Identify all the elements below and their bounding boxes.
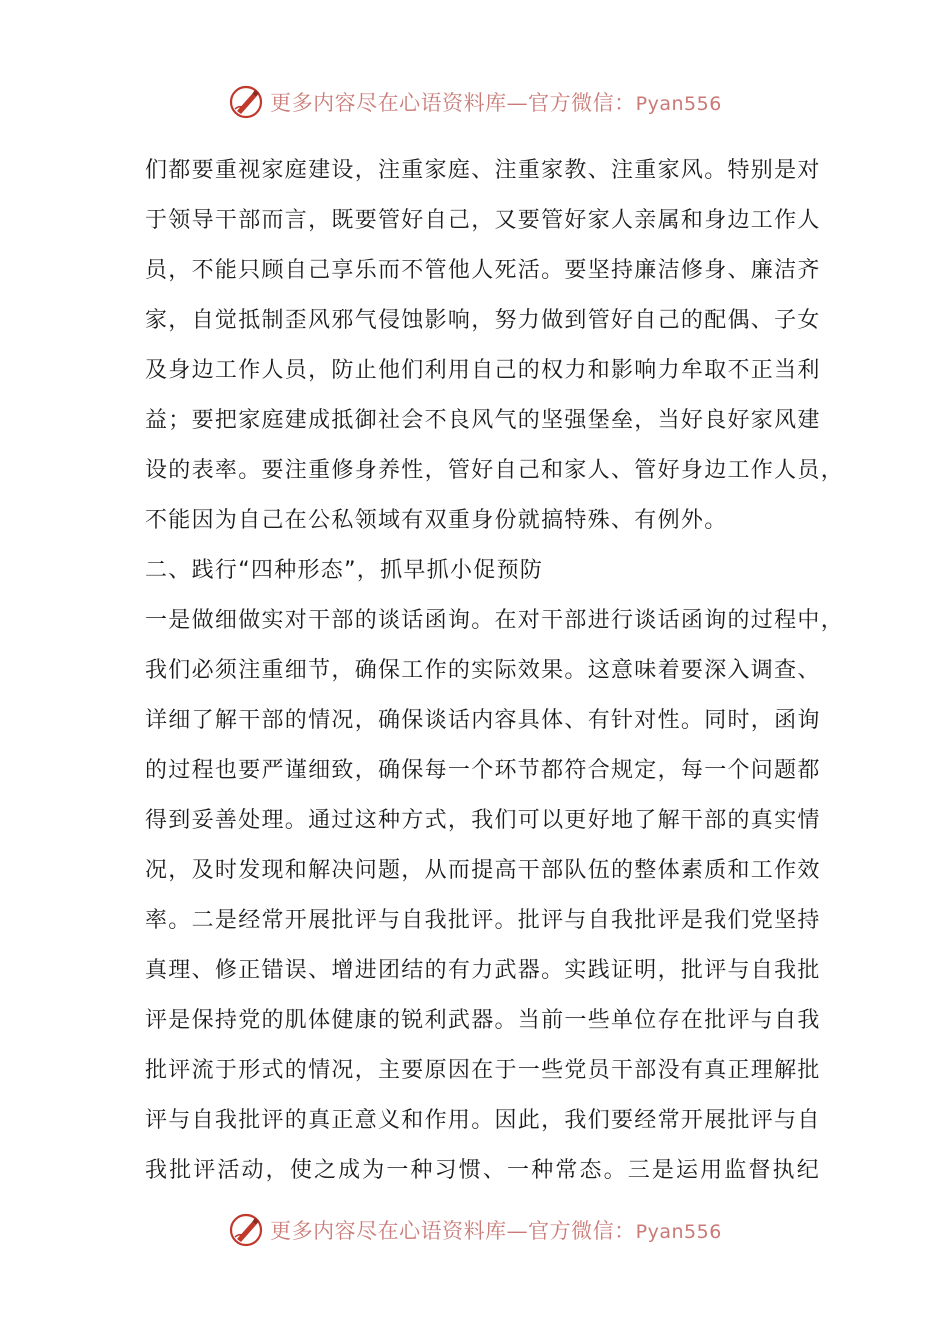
body-line: 批评流于形式的情况，主要原因在于一些党员干部没有真正理解批: [145, 1058, 821, 1083]
body-line: 得到妥善处理。通过这种方式，我们可以更好地了解干部的真实情: [145, 808, 821, 833]
pen-logo-icon: [228, 84, 264, 120]
header-watermark-text: 更多内容尽在心语资料库—官方微信：Pyan556: [270, 91, 722, 115]
body-line: 于领导干部而言，既要管好自己，又要管好家人亲属和身边工作人: [145, 208, 821, 233]
body-line: 及身边工作人员，防止他们利用自己的权力和影响力牟取不正当利: [145, 358, 821, 383]
body-line: 的过程也要严谨细致，确保每一个环节都符合规定，每一个问题都: [145, 758, 821, 783]
body-line: 们都要重视家庭建设，注重家庭、注重家教、注重家风。特别是对: [145, 158, 821, 183]
body-line: 详细了解干部的情况，确保谈话内容具体、有针对性。同时，函询: [145, 708, 821, 733]
body-line: 况，及时发现和解决问题，从而提高干部队伍的整体素质和工作效: [145, 858, 821, 883]
document-body: [145, 146, 845, 1196]
body-line: 我们必须注重细节，确保工作的实际效果。这意味着要深入调查、: [145, 658, 821, 683]
body-line: 员，不能只顾自己享乐而不管他人死活。要坚持廉洁修身、廉洁齐: [145, 258, 821, 283]
pen-logo-icon: [228, 1212, 264, 1248]
body-line: 不能因为自己在公私领域有双重身份就搞特殊、有例外。: [145, 508, 728, 533]
body-line: 我批评活动，使之成为一种习惯、一种常态。三是运用监督执纪: [145, 1158, 820, 1183]
body-line: 评与自我批评的真正意义和作用。因此，我们要经常开展批评与自: [145, 1108, 821, 1133]
body-line: 评是保持党的肌体健康的锐利武器。当前一些单位存在批评与自我: [145, 1008, 821, 1033]
body-line: 真理、修正错误、增进团结的有力武器。实践证明，批评与自我批: [145, 958, 821, 983]
body-line: 率。二是经常开展批评与自我批评。批评与自我批评是我们党坚持: [145, 908, 821, 933]
body-line: 设的表率。要注重修身养性，管好自己和家人、管好身边工作人员，: [145, 458, 845, 483]
body-line: 家，自觉抵制歪风邪气侵蚀影响，努力做到管好自己的配偶、子女: [145, 308, 821, 333]
body-line: 一是做细做实对干部的谈话函询。在对干部进行谈话函询的过程中，: [145, 608, 845, 633]
header-watermark-banner: [0, 82, 950, 122]
footer-watermark-text: 更多内容尽在心语资料库—官方微信：Pyan556: [270, 1219, 722, 1243]
section-heading: 二、践行“四种形态”，抓早抓小促预防: [145, 558, 544, 583]
body-line: 益；要把家庭建成抵御社会不良风气的坚强堡垒，当好良好家风建: [145, 408, 821, 433]
footer-watermark-banner: [0, 1210, 950, 1250]
